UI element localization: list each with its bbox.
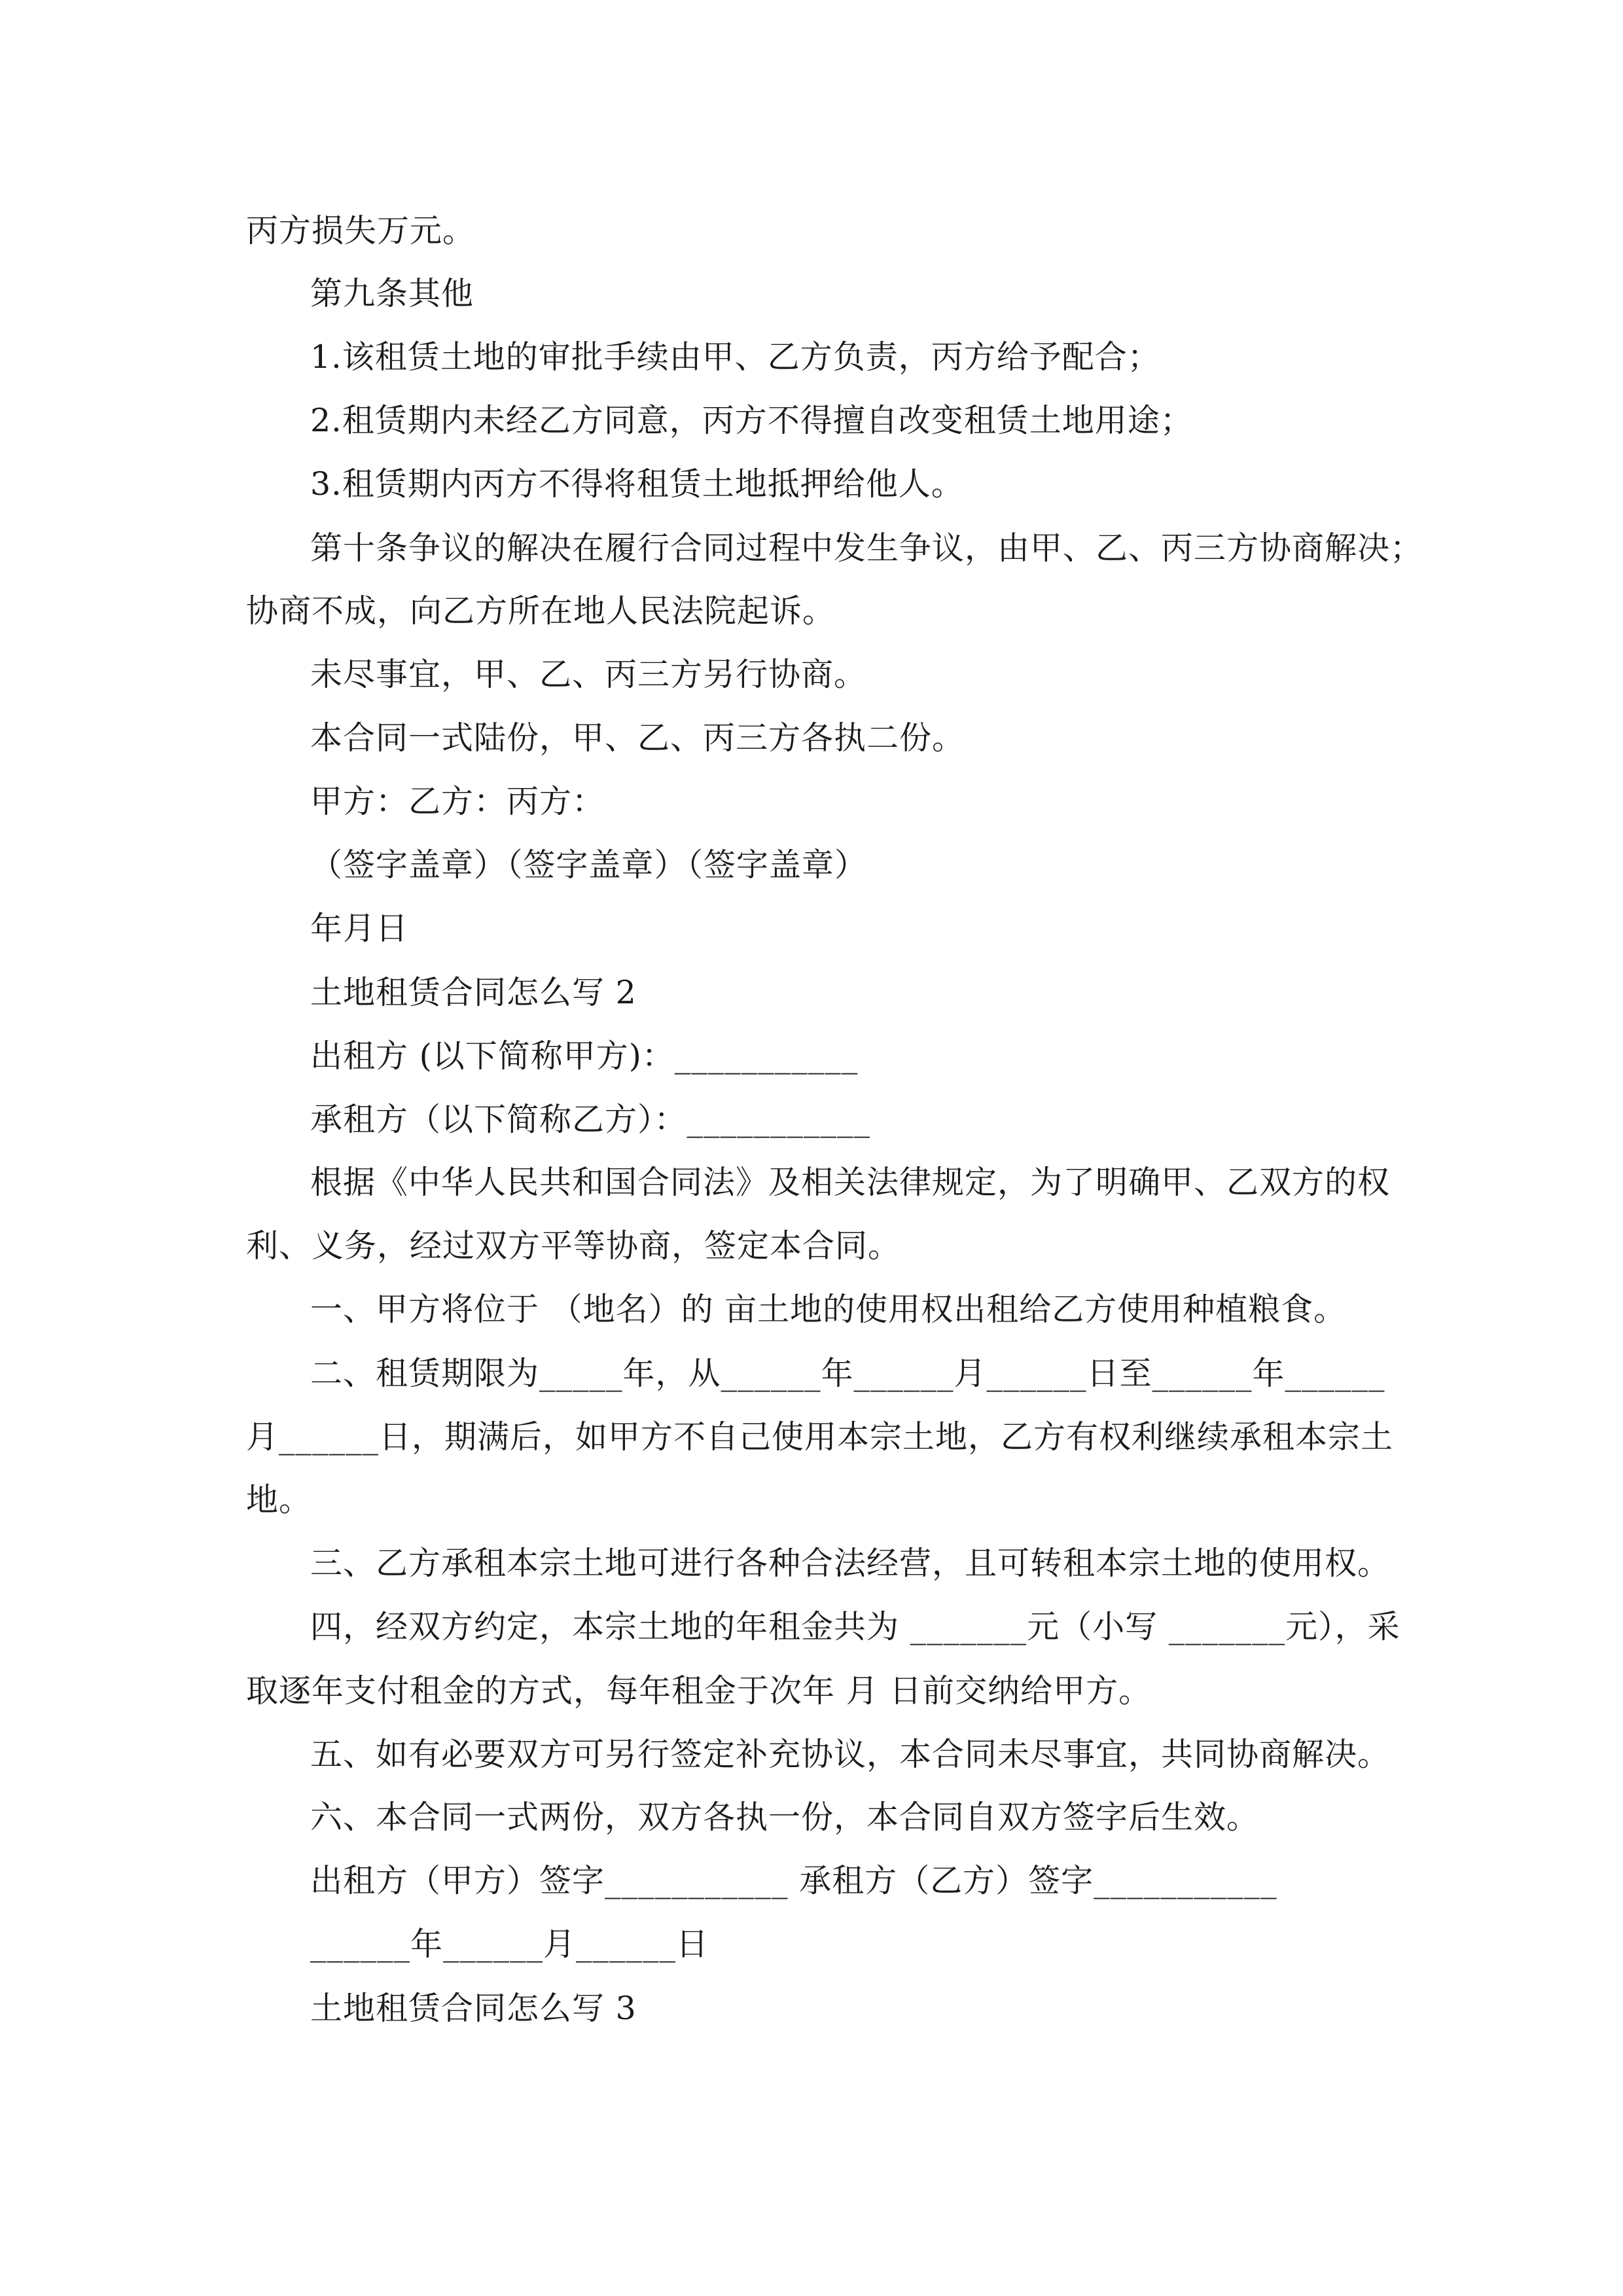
article-9-item-3: 3.租赁期内丙方不得将租赁土地抵押给他人。 <box>310 465 964 503</box>
date-line: 年月日 <box>310 910 409 947</box>
preamble-line-1: 根据《中华人民共和国合同法》及相关法律规定，为了明确甲、乙双方的权 <box>310 1164 1391 1201</box>
clause-1: 一、甲方将位于 （地名）的 亩土地的使用权出租给乙方使用种植粮食。 <box>310 1291 1347 1328</box>
clause-5: 五、如有必要双方可另行签定补充协议，本合同未尽事宜，共同协商解决。 <box>310 1736 1391 1773</box>
clause-4-line-2: 取逐年支付租金的方式，每年租金于次年 月 日前交纳给甲方。 <box>246 1672 1152 1710</box>
clause-3: 三、乙方承租本宗土地可进行各种合法经营，且可转租本宗土地的使用权。 <box>310 1545 1391 1582</box>
unresolved-matters: 未尽事宜，甲、乙、丙三方另行协商。 <box>310 656 867 693</box>
clause-6: 六、本合同一式两份，双方各执一份，本合同自双方签字后生效。 <box>310 1799 1260 1836</box>
signature-date-line: ______年______月______日 <box>310 1926 709 1963</box>
text-line-continuation: 丙方损失万元。 <box>246 212 476 249</box>
section-title-2: 土地租赁合同怎么写 2 <box>310 974 637 1011</box>
preamble-line-2: 利、义务，经过双方平等协商，签定本合同。 <box>246 1227 901 1265</box>
copies-clause: 本合同一式陆份，甲、乙、丙三方各执二份。 <box>310 719 965 757</box>
article-9-heading: 第九条其他 <box>310 275 474 312</box>
lessor-field: 出租方 (以下简称甲方)：___________ <box>310 1037 859 1075</box>
party-labels: 甲方：乙方：丙方： <box>310 783 605 820</box>
signature-seal-labels: （签字盖章）（签字盖章）（签字盖章） <box>310 846 868 884</box>
article-10-line-2: 协商不成，向乙方所在地人民法院起诉。 <box>246 592 836 630</box>
section-title-3: 土地租赁合同怎么写 3 <box>310 1990 637 2027</box>
clause-2-line-2: 月______日，期满后，如甲方不自己使用本宗土地，乙方有权利继续承租本宗土 <box>246 1418 1394 1456</box>
article-9-item-1: 1.该租赁土地的审批手续由甲、乙方负责，丙方给予配合； <box>310 338 1160 376</box>
signature-line: 出租方（甲方）签字___________ 承租方（乙方）签字___________ <box>310 1862 1277 1899</box>
clause-4-line-1: 四，经双方约定，本宗土地的年租金共为 _______元（小写 _______元），采 <box>310 1608 1400 1645</box>
clause-2-line-3: 地。 <box>246 1481 312 1518</box>
clause-2-line-1: 二、租赁期限为_____年，从______年______月______日至______年______ <box>310 1355 1385 1392</box>
lessee-field: 承租方（以下简称乙方）：___________ <box>310 1101 871 1138</box>
article-10-line-1: 第十条争议的解决在履行合同过程中发生争议，由甲、乙、丙三方协商解决； <box>310 529 1423 567</box>
article-9-item-2: 2.租赁期内未经乙方同意，丙方不得擅自改变租赁土地用途； <box>310 402 1193 439</box>
